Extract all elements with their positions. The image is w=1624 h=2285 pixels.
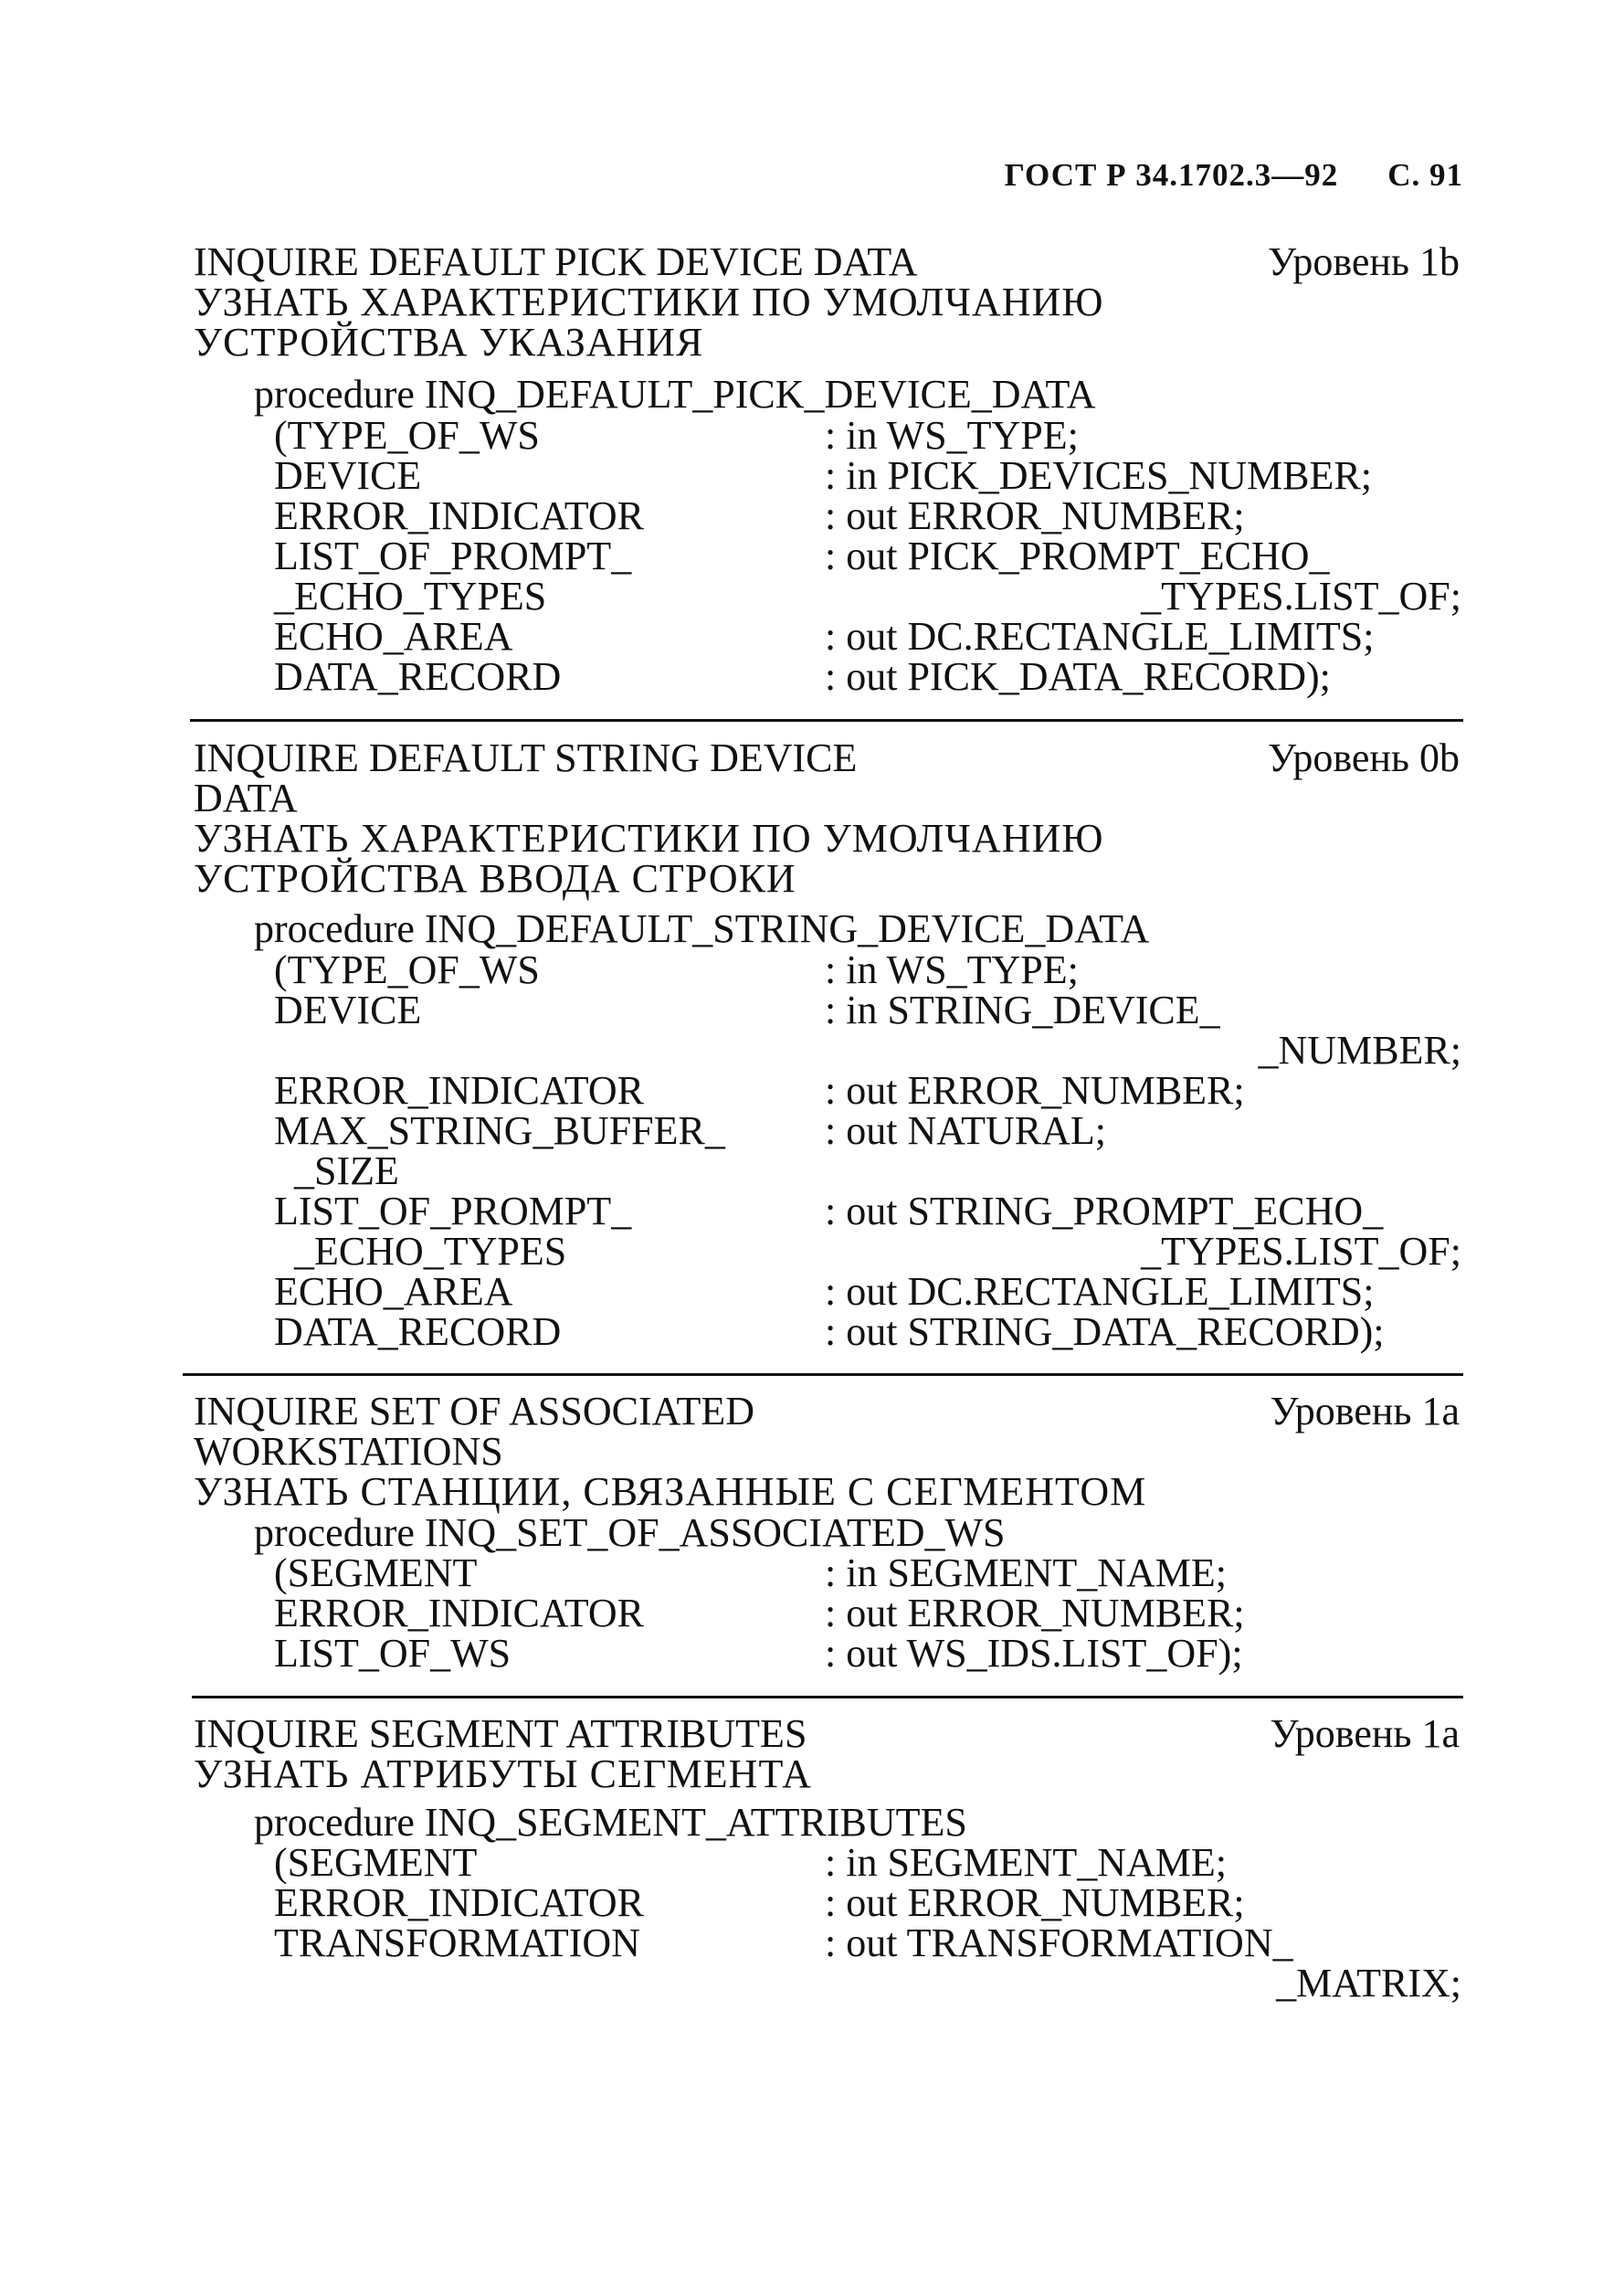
page-number: С. 91 — [1387, 157, 1463, 193]
section-title-ru: УСТРОЙСТВА УКАЗАНИЯ — [194, 320, 704, 365]
param-type-continuation: _MATRIX; — [1276, 1961, 1461, 2005]
param-name: _SIZE — [294, 1148, 399, 1193]
param-name: ERROR_INDICATOR — [274, 493, 645, 538]
param-type: : in WS_TYPE; — [825, 413, 1079, 458]
param-name: (TYPE_OF_WS — [274, 947, 540, 992]
param-name: TRANSFORMATION — [274, 1920, 640, 1965]
param-name: ECHO_AREA — [274, 1269, 513, 1314]
section-divider — [183, 1373, 1463, 1376]
param-name: MAX_STRING_BUFFER_ — [274, 1108, 725, 1153]
param-name: ERROR_INDICATOR — [274, 1591, 645, 1635]
param-type: : out ERROR_NUMBER; — [825, 493, 1245, 538]
section-title-ru: УЗНАТЬ ХАРАКТЕРИСТИКИ ПО УМОЛЧАНИЮ — [194, 280, 1104, 324]
param-name: LIST_OF_PROMPT_ — [274, 534, 632, 578]
param-name: (SEGMENT — [274, 1840, 478, 1885]
level-label: Уровень 1a — [1270, 1711, 1460, 1756]
param-type: : out STRING_DATA_RECORD); — [825, 1309, 1385, 1354]
param-name: (TYPE_OF_WS — [274, 413, 540, 458]
section-title-ru: УСТРОЙСТВА ВВОДА СТРОКИ — [194, 856, 796, 901]
param-type-continuation: _TYPES.LIST_OF; — [1141, 1229, 1461, 1274]
param-type: : in SEGMENT_NAME; — [825, 1840, 1227, 1885]
section-title-en: DATA — [194, 776, 298, 820]
param-type: : out ERROR_NUMBER; — [825, 1591, 1245, 1635]
param-type: : out DC.RECTANGLE_LIMITS; — [825, 614, 1375, 659]
param-type: : out PICK_PROMPT_ECHO_ — [825, 534, 1330, 578]
param-type: : in SEGMENT_NAME; — [825, 1550, 1227, 1595]
param-name: LIST_OF_WS — [274, 1631, 511, 1676]
section-title-en: INQUIRE SEGMENT ATTRIBUTES — [194, 1711, 807, 1756]
param-name: _ECHO_TYPES — [274, 574, 547, 619]
procedure-signature: procedure INQ_SEGMENT_ATTRIBUTES — [254, 1800, 967, 1845]
level-label: Уровень 0b — [1268, 735, 1460, 780]
param-type: : in STRING_DEVICE_ — [825, 988, 1220, 1032]
param-name: DATA_RECORD — [274, 654, 562, 699]
param-type: : out TRANSFORMATION_ — [825, 1920, 1293, 1965]
param-type: : out DC.RECTANGLE_LIMITS; — [825, 1269, 1375, 1314]
param-type: : out ERROR_NUMBER; — [825, 1880, 1245, 1925]
section-title-en: INQUIRE DEFAULT STRING DEVICE — [194, 735, 858, 780]
standard-number: ГОСТ Р 34.1702.3—92 — [1004, 157, 1339, 193]
section-title-en: INQUIRE DEFAULT PICK DEVICE DATA — [194, 239, 918, 284]
section-title-en: INQUIRE SET OF ASSOCIATED — [194, 1389, 755, 1433]
section-divider — [192, 1696, 1463, 1698]
param-type-continuation: _NUMBER; — [1258, 1028, 1461, 1073]
param-type: : in WS_TYPE; — [825, 947, 1079, 992]
param-name: LIST_OF_PROMPT_ — [274, 1189, 632, 1233]
param-name: ERROR_INDICATOR — [274, 1880, 645, 1925]
procedure-signature: procedure INQ_DEFAULT_STRING_DEVICE_DATA — [254, 906, 1150, 951]
param-name: ERROR_INDICATOR — [274, 1068, 645, 1113]
param-name: DATA_RECORD — [274, 1309, 562, 1354]
section-title-ru: УЗНАТЬ СТАНЦИИ, СВЯЗАННЫЕ С СЕГМЕНТОМ — [194, 1469, 1147, 1514]
section-title-ru: УЗНАТЬ ХАРАКТЕРИСТИКИ ПО УМОЛЧАНИЮ — [194, 816, 1104, 861]
procedure-signature: procedure INQ_SET_OF_ASSOCIATED_WS — [254, 1510, 1006, 1555]
param-name: (SEGMENT — [274, 1550, 478, 1595]
param-type: : out PICK_DATA_RECORD); — [825, 654, 1331, 699]
procedure-signature: procedure INQ_DEFAULT_PICK_DEVICE_DATA — [254, 372, 1096, 417]
param-type: : out ERROR_NUMBER; — [825, 1068, 1245, 1113]
param-type-continuation: _TYPES.LIST_OF; — [1141, 574, 1461, 619]
level-label: Уровень 1a — [1270, 1389, 1460, 1433]
section-divider — [190, 719, 1463, 722]
section-title-ru: УЗНАТЬ АТРИБУТЫ СЕГМЕНТА — [194, 1751, 812, 1796]
param-type: : out STRING_PROMPT_ECHO_ — [825, 1189, 1384, 1233]
level-label: Уровень 1b — [1268, 239, 1460, 284]
page-header — [1005, 157, 1463, 194]
param-type: : out WS_IDS.LIST_OF); — [825, 1631, 1243, 1676]
param-name: ECHO_AREA — [274, 614, 513, 659]
param-name: _ECHO_TYPES — [294, 1229, 567, 1274]
section-title-en: WORKSTATIONS — [194, 1429, 503, 1474]
param-type: : out NATURAL; — [825, 1108, 1106, 1153]
param-type: : in PICK_DEVICES_NUMBER; — [825, 453, 1372, 498]
param-name: DEVICE — [274, 453, 422, 498]
param-name: DEVICE — [274, 988, 422, 1032]
